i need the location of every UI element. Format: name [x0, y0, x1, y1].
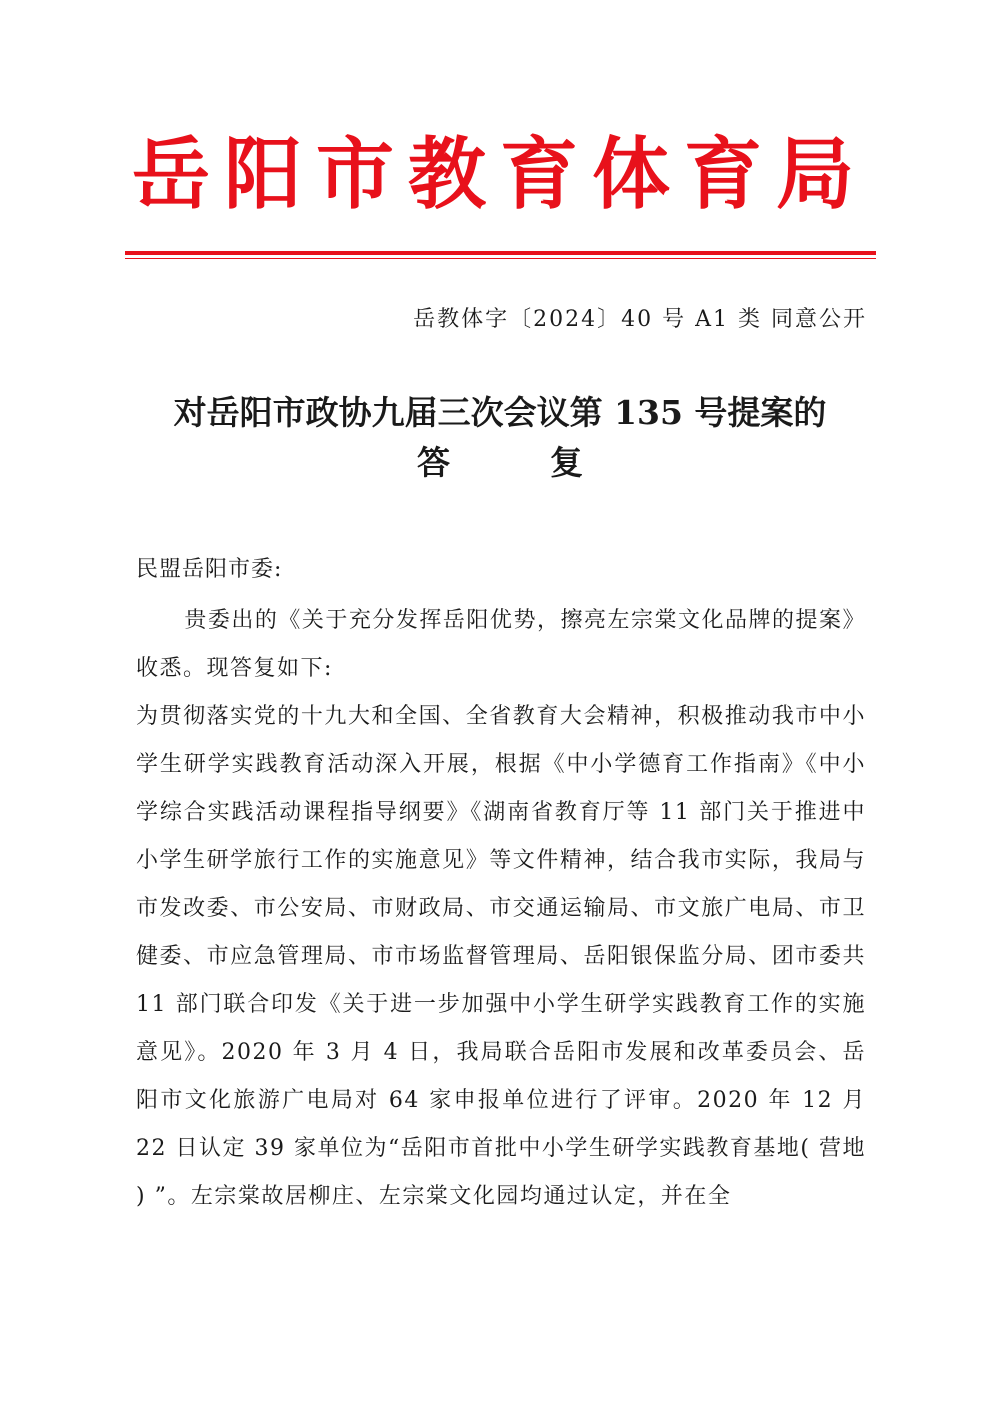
masthead-rule-thin: [125, 258, 876, 259]
letter-body: [136, 597, 866, 1221]
document-title-line2: 答复: [417, 443, 683, 482]
document-title: [125, 388, 875, 488]
body-paragraph-1: 贵委出的《关于充分发挥岳阳优势，擦亮左宗棠文化品牌的提案》收悉。现答复如下:: [136, 608, 866, 681]
salutation: 民盟岳阳市委:: [136, 557, 283, 582]
masthead-title: 岳阳市教育体育局: [131, 129, 868, 220]
body-paragraph-2: 为贯彻落实党的十九大和全国、全省教育大会精神，积极推动我市中小学生研学实践教育活动深入开展，根据《中小学德育工作指南》《中小学综合实践活动课程指导纲要》《湖南省教育厅等 11 部门关于推进中小学生研学旅行工作的实施意见》等文件精神，结合我市实际，我局与市发改委、市公安局、市财政局、市交通运输局、市文旅广电局、市卫健委、市应急管理局、市市场监督管理局、岳阳银保监分局、团市委共 11 部门联合印发《关于进一步加强中小学生研学实践教育工作的实施意见》。2020 年 3 月 4 日，我局联合岳阳市发展和改革委员会、岳阳市文化旅游广电局对 64 家申报单位进行了评审。2020 年 12 月 22 日认定 39 家单位为“岳阳市首批中小学生研学实践教育基地( 营地 ) ”。左宗棠故居柳庄、左宗棠文化园均通过认定，并在全: [136, 704, 866, 1209]
document-title-line1: 对岳阳市政协九届三次会议第 135 号提案的: [173, 393, 827, 432]
document-number: 岳教体字〔2024〕40 号 A1 类 同意公开: [413, 307, 867, 332]
masthead-rule-thick: [125, 251, 876, 255]
